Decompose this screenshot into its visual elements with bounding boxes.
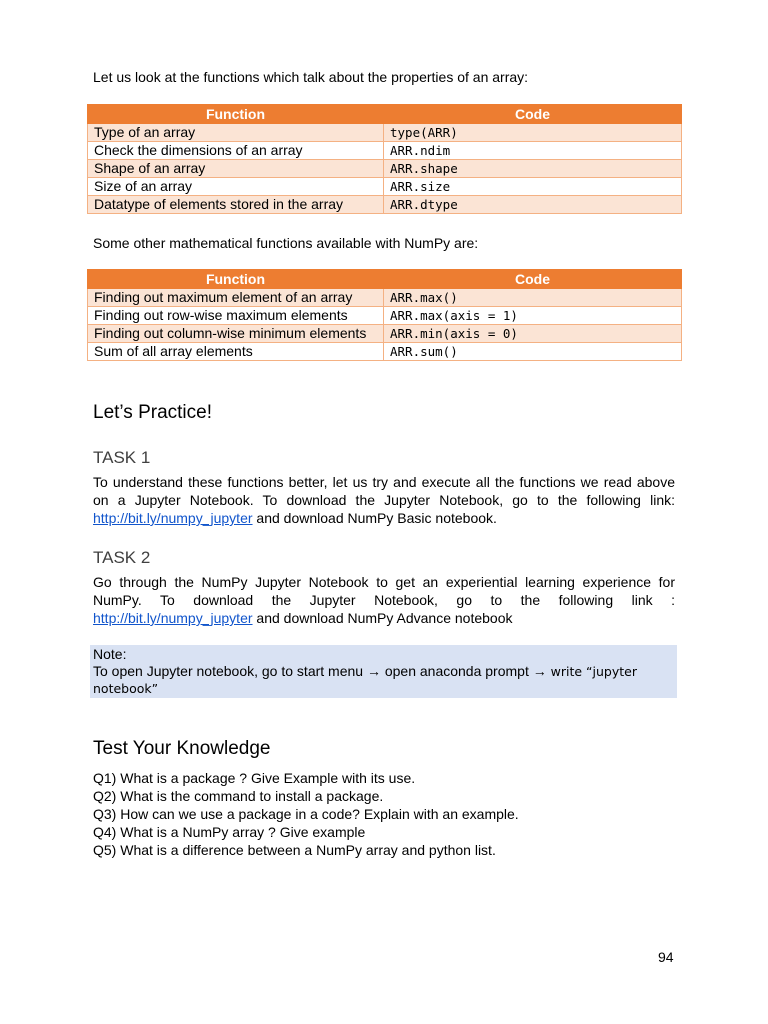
- code-cell: ARR.max(axis = 1): [384, 307, 682, 325]
- task1-title: TASK 1: [93, 448, 151, 467]
- table-header-code: Code: [384, 270, 682, 289]
- task2-link[interactable]: http://bit.ly/numpy_jupyter: [93, 610, 253, 626]
- function-cell: Size of an array: [88, 178, 384, 196]
- table-row: [88, 343, 682, 361]
- note-text-command: write “jupyter notebook”: [93, 664, 637, 696]
- code-cell: ARR.dtype: [384, 196, 682, 214]
- function-cell: Type of an array: [88, 124, 384, 142]
- intro-math-functions-text: Some other mathematical functions available with NumPy are:: [93, 235, 479, 251]
- practice-heading: Let’s Practice!: [93, 402, 212, 423]
- note-box: [90, 645, 677, 698]
- code-cell: ARR.ndim: [384, 142, 682, 160]
- task2-after-link-text: and download NumPy Advance notebook: [252, 610, 513, 626]
- code-cell: ARR.sum(): [384, 343, 682, 361]
- table-header-function: Function: [88, 105, 384, 124]
- table-row: [88, 307, 682, 325]
- list-item: Q1) What is a package ? Give Example with its use.: [93, 770, 416, 786]
- note-text: [93, 663, 674, 697]
- table-row: [88, 160, 682, 178]
- task1-after-link-text: and download NumPy Basic notebook.: [252, 510, 497, 526]
- table-row: [88, 142, 682, 160]
- table-header-row: [88, 105, 682, 124]
- note-title: Note:: [93, 646, 127, 662]
- array-properties-table: [87, 104, 682, 214]
- code-cell: ARR.size: [384, 178, 682, 196]
- code-cell: ARR.max(): [384, 289, 682, 307]
- list-item: Q3) How can we use a package in a code? Explain with an example.: [93, 806, 519, 822]
- function-cell: Finding out column-wise minimum elements: [88, 325, 384, 343]
- math-functions-table: [87, 269, 682, 361]
- knowledge-heading: Test Your Knowledge: [93, 738, 271, 759]
- table-row: [88, 124, 682, 142]
- list-item: Q5) What is a difference between a NumPy array and python list.: [93, 842, 496, 858]
- task1-text: To understand these functions better, let us try and execute all the functions we read above on a Jupyter Notebook. To download the Jupyter Notebook, go to the following link:: [93, 474, 675, 508]
- note-text-main: To open Jupyter notebook, go to start menu → open anaconda prompt →: [93, 663, 551, 679]
- table-row: [88, 196, 682, 214]
- function-cell: Sum of all array elements: [88, 343, 384, 361]
- task2-title: TASK 2: [93, 548, 151, 567]
- list-item: Q4) What is a NumPy array ? Give example: [93, 824, 366, 840]
- code-cell: type(ARR): [384, 124, 682, 142]
- intro-properties-text: Let us look at the functions which talk about the properties of an array:: [93, 69, 529, 85]
- task1-paragraph: [93, 473, 675, 527]
- table-row: [88, 289, 682, 307]
- questions-list: [93, 769, 519, 859]
- function-cell: Finding out row-wise maximum elements: [88, 307, 384, 325]
- task2-text: Go through the NumPy Jupyter Notebook to get an experiential learning experience for NumPy. To download the Jupyter Notebook, go to the following link :: [93, 574, 675, 608]
- table-header-row: [88, 270, 682, 289]
- table-row: [88, 325, 682, 343]
- function-cell: Datatype of elements stored in the array: [88, 196, 384, 214]
- page-number: 94: [658, 949, 674, 965]
- task1-link[interactable]: http://bit.ly/numpy_jupyter: [93, 510, 253, 526]
- task2-paragraph: [93, 573, 675, 627]
- table-header-code: Code: [384, 105, 682, 124]
- function-cell: Finding out maximum element of an array: [88, 289, 384, 307]
- code-cell: ARR.shape: [384, 160, 682, 178]
- table-header-function: Function: [88, 270, 384, 289]
- code-cell: ARR.min(axis = 0): [384, 325, 682, 343]
- list-item: Q2) What is the command to install a package.: [93, 788, 384, 804]
- function-cell: Shape of an array: [88, 160, 384, 178]
- table-row: [88, 178, 682, 196]
- function-cell: Check the dimensions of an array: [88, 142, 384, 160]
